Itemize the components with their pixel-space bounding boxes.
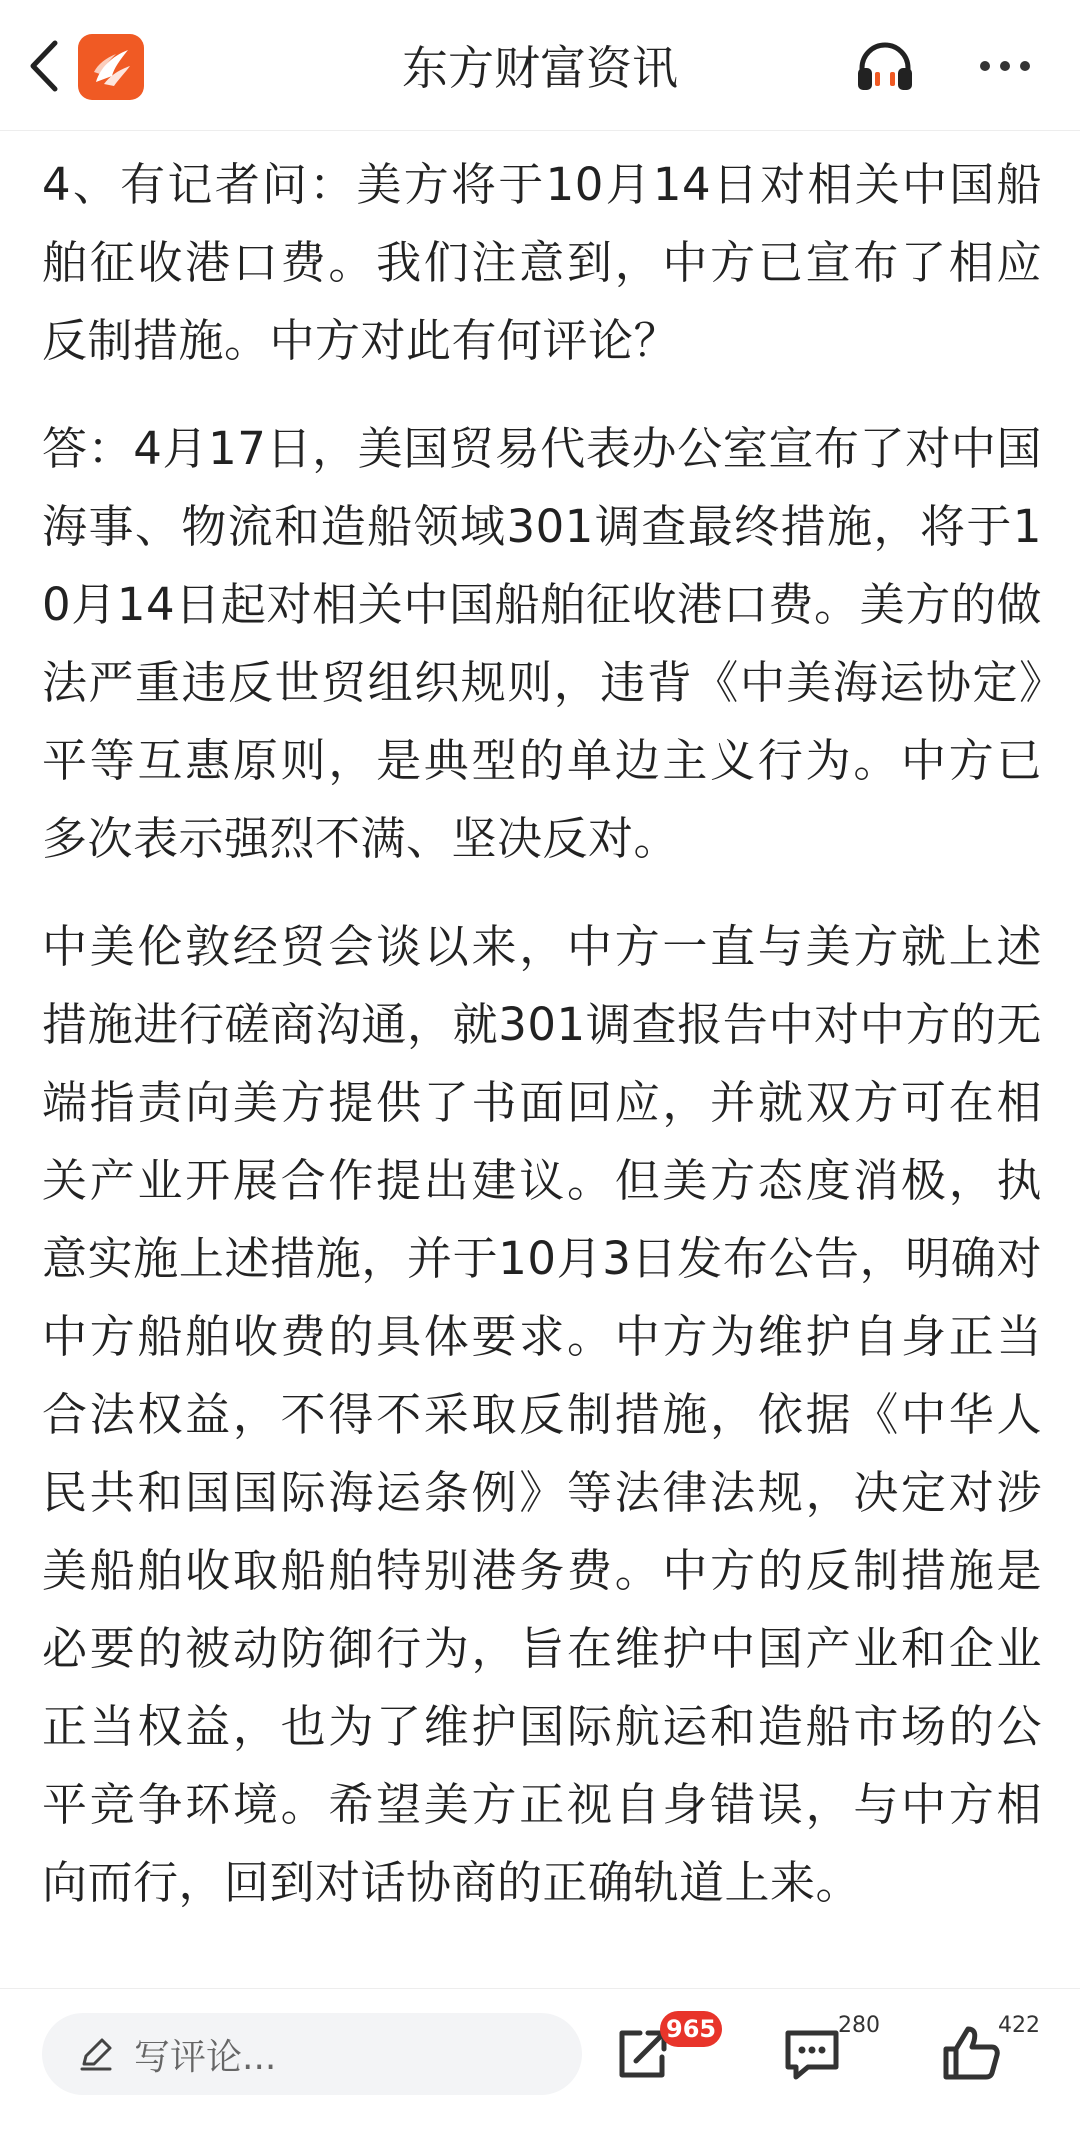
back-button[interactable]	[18, 34, 70, 98]
share-button[interactable]	[600, 2013, 717, 2095]
app-logo-icon	[86, 42, 136, 92]
article-paragraph: 4、有记者问：美方将于10月14日对相关中国船舶征收港口费。我们注意到，中方已宣布了相应反制措施。中方对此有何评论？	[42, 158, 1042, 367]
article-body	[42, 38, 1042, 1952]
page-title: 东方财富资讯	[402, 41, 678, 95]
comment-count: 280	[838, 2013, 880, 2038]
article-paragraph: 中美伦敦经贸会谈以来，中方一直与美方就上述措施进行磋商沟通，就301调查报告中对中方的无端指责向美方提供了书面回应，并就双方可在相关产业开展合作提出建议。但美方态度消极，执意实施上述措施，并于10月3日发布公告，明确对中方船舶收费的具体要求。中方为维护自身正当合法权益，不得不采取反制措施，依据《中华人民共和国国际海运条例》等法律法规，决定对涉美船舶收取船舶特别港务费。中方的反制措施是必要的被动防御行为，旨在维护中国产业和企业正当权益，也为了维护国际航运和造船市场的公平竞争环境。希望美方正视自身错误，与中方相向而行，回到对话协商的正确轨道上来。	[42, 920, 1042, 1909]
bottom-action-bar	[0, 1988, 1080, 2130]
more-dots-icon	[978, 59, 1032, 73]
comment-placeholder: 写评论...	[134, 2036, 277, 2078]
like-count: 422	[998, 2013, 1040, 2038]
comment-bubble-icon	[780, 2021, 844, 2085]
top-nav-bar	[0, 0, 1080, 131]
audio-button[interactable]	[850, 34, 920, 98]
thumbs-up-icon	[940, 2021, 1004, 2085]
share-count-badge: 965	[660, 2011, 722, 2047]
article-scroll-area[interactable]	[0, 100, 1080, 1988]
comments-button[interactable]	[770, 2013, 880, 2095]
like-button[interactable]	[930, 2013, 1040, 2095]
article-paragraph: 答：4月17日，美国贸易代表办公室宣布了对中国海事、物流和造船领域301调查最终措施，将于10月14日起对相关中国船舶征收港口费。美方的做法严重违反世贸组织规则，违背《中美海运协定》平等互惠原则，是典型的单边主义行为。中方已多次表示强烈不满、坚决反对。	[42, 422, 1042, 865]
headphones-icon	[854, 38, 916, 94]
pencil-icon	[76, 2034, 116, 2074]
chevron-left-icon	[27, 39, 61, 93]
more-button[interactable]	[970, 34, 1040, 98]
comment-input[interactable]	[42, 2013, 582, 2095]
app-logo[interactable]	[78, 34, 144, 100]
